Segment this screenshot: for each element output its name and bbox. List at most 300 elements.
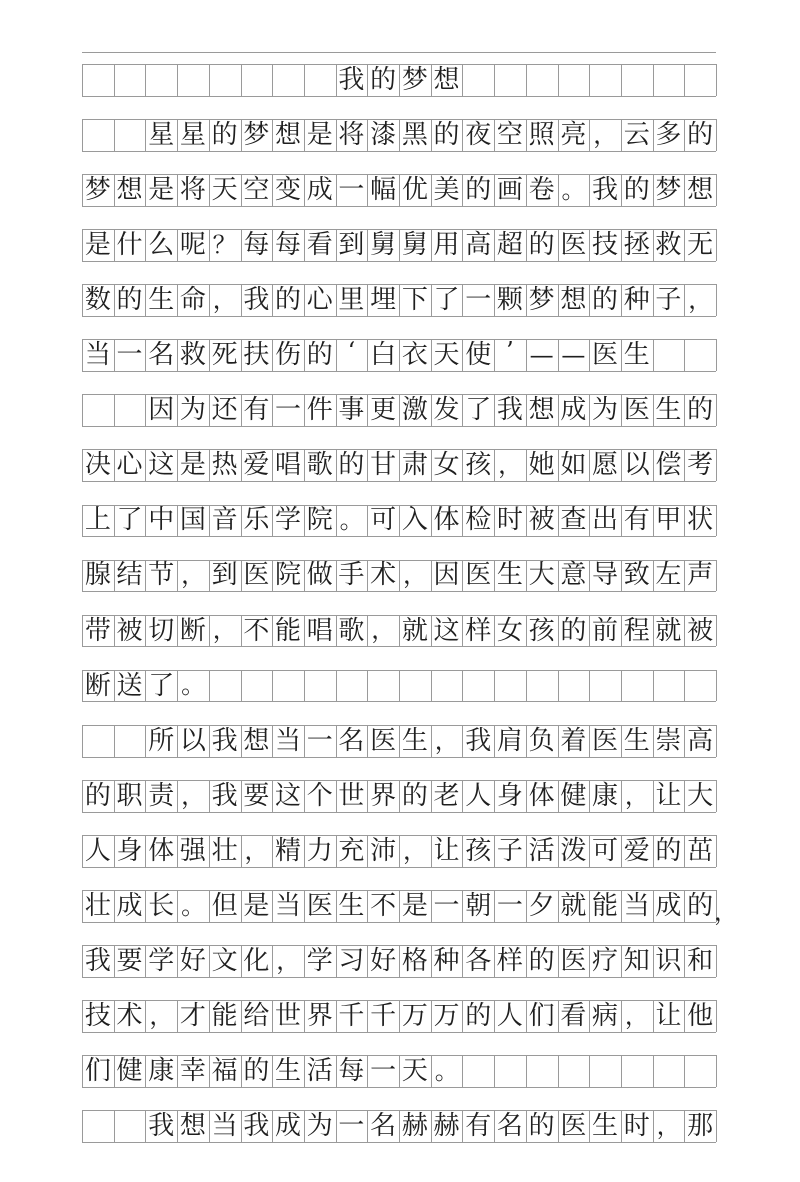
grid-line-horizontal	[82, 536, 716, 537]
grid-cell-character: ，	[688, 285, 713, 314]
grid-cell-character: 的	[465, 174, 492, 205]
grid-cell-empty	[558, 64, 590, 96]
grid-cell-character: 下	[401, 285, 428, 316]
grid-cell-empty	[272, 670, 304, 702]
grid-cell-character: 知	[623, 945, 650, 976]
grid-cell-character: 么	[148, 230, 175, 261]
grid-cell-character: 多	[655, 119, 682, 150]
grid-cell-character: ’	[506, 337, 514, 366]
grid-cell-character: 样	[496, 945, 523, 976]
grid-cell-character: 无	[687, 230, 714, 261]
grid-cell-character: 是	[243, 890, 270, 921]
grid-cell-character: 以	[623, 450, 650, 481]
grid-cell-character: 衣	[401, 340, 428, 371]
grid-cell-character: 是	[148, 174, 175, 205]
grid-line-vertical	[716, 339, 717, 371]
grid-cell-character: ，	[371, 616, 396, 645]
grid-cell-character: 到	[338, 230, 365, 261]
grid-cell-character: 想	[179, 1111, 206, 1142]
grid-cell-character: 体	[148, 835, 175, 866]
grid-cell-character: 一	[338, 1111, 365, 1142]
grid-cell-character: 想	[116, 174, 143, 205]
grid-cell-character: 可	[592, 835, 619, 866]
grid-line-vertical	[716, 505, 717, 537]
grid-cell-character: 白	[370, 340, 397, 371]
grid-cell-character: 左	[655, 560, 682, 591]
grid-cell-character: 学	[306, 945, 333, 976]
grid-cell-character: 意	[560, 560, 587, 591]
grid-cell-empty	[684, 64, 716, 96]
grid-cell-character: 的	[243, 1056, 270, 1087]
grid-cell-character: ，	[181, 781, 206, 810]
grid-cell-character: 决	[84, 450, 111, 481]
grid-cell-character: 医	[623, 395, 650, 426]
grid-cell-character: 的	[84, 780, 111, 811]
grid-cell-character: 的	[211, 119, 238, 150]
grid-cell-empty	[589, 1055, 621, 1087]
grid-cell-character: ，	[593, 120, 618, 149]
grid-cell-character: 的	[338, 450, 365, 481]
grid-cell-character: 甘	[370, 450, 397, 481]
grid-cell-character: 化	[243, 945, 270, 976]
grid-cell-character: 每	[275, 230, 302, 261]
grid-cell-character: 每	[243, 230, 270, 261]
grid-cell-character: 我	[465, 725, 492, 756]
grid-cell-character: 照	[528, 119, 555, 150]
grid-cell-empty	[209, 670, 241, 702]
grid-cell-character: 夜	[465, 119, 492, 150]
grid-cell-character: 她	[528, 450, 555, 481]
grid-line-vertical	[716, 174, 717, 206]
grid-cell-empty	[462, 1055, 494, 1087]
grid-cell-character: 院	[275, 560, 302, 591]
grid-cell-character: 着	[560, 725, 587, 756]
grid-line-horizontal	[82, 481, 716, 482]
grid-cell-empty	[589, 64, 621, 96]
grid-cell-character: 件	[306, 395, 333, 426]
grid-line-horizontal	[82, 701, 716, 702]
grid-cell-character: 时	[496, 505, 523, 536]
grid-cell-character: 好	[179, 945, 206, 976]
manuscript-grid-paper	[82, 52, 738, 1142]
grid-line-vertical	[716, 449, 717, 481]
grid-cell-character: 技	[84, 1001, 111, 1031]
grid-line-vertical	[716, 670, 717, 702]
grid-cell-empty	[684, 1055, 716, 1087]
grid-cell-character: 了	[465, 395, 492, 426]
grid-cell-character: ，	[212, 285, 237, 314]
grid-line-horizontal	[82, 977, 716, 978]
grid-cell-character: 当	[84, 340, 111, 371]
grid-cell-character: 一	[275, 395, 302, 426]
grid-line-horizontal	[82, 1087, 716, 1088]
grid-cell-character: 医	[592, 340, 619, 371]
grid-cell-character: ，	[434, 726, 459, 755]
grid-cell-character: 这	[148, 450, 175, 481]
grid-cell-character: 什	[116, 230, 143, 261]
grid-cell-character: 星	[179, 119, 206, 150]
grid-line-vertical	[716, 725, 717, 757]
grid-cell-empty	[114, 394, 146, 426]
grid-cell-character: 拯	[623, 230, 650, 261]
grid-cell-empty	[621, 670, 653, 702]
grid-cell-character: 才	[179, 1001, 206, 1031]
grid-cell-empty	[684, 339, 716, 371]
grid-cell-character: 带	[84, 615, 111, 646]
grid-line-vertical	[716, 284, 717, 316]
grid-cell-character: 我	[211, 780, 238, 811]
grid-cell-character: —	[529, 341, 554, 370]
grid-cell-character: 子	[496, 835, 523, 866]
grid-cell-character: 黑	[401, 119, 428, 150]
grid-cell-character: ，	[212, 616, 237, 645]
grid-cell-character: 给	[243, 1001, 270, 1031]
grid-cell-character: 甲	[655, 505, 682, 536]
grid-line-horizontal	[82, 1142, 716, 1143]
grid-cell-character: 每	[338, 1056, 365, 1087]
grid-cell-character: 梦	[243, 119, 270, 150]
grid-cell-character: 如	[560, 450, 587, 481]
grid-cell-character: 超	[496, 230, 523, 261]
grid-cell-character: 文	[211, 945, 238, 976]
grid-cell-character: 肩	[496, 725, 523, 756]
grid-cell-empty	[526, 64, 558, 96]
grid-cell-character: 朝	[465, 890, 492, 921]
grid-cell-character: 救	[179, 340, 206, 371]
grid-cell-character: 这	[275, 780, 302, 811]
grid-cell-character: 星	[148, 119, 175, 150]
grid-cell-empty	[82, 725, 114, 757]
grid-cell-character: 前	[592, 615, 619, 646]
grid-cell-character: 梦	[401, 64, 428, 95]
grid-cell-character: 各	[465, 945, 492, 976]
grid-cell-character: 被	[116, 615, 143, 646]
grid-cell-character: 致	[623, 560, 650, 591]
grid-cell-empty	[82, 394, 114, 426]
grid-cell-character: 名	[338, 725, 365, 756]
grid-cell-character: 体	[433, 505, 460, 536]
grid-cell-character: 的	[306, 340, 333, 371]
grid-cell-character: 将	[338, 119, 365, 150]
grid-cell-character: 状	[687, 505, 714, 536]
grid-cell-character: 的	[623, 174, 650, 205]
grid-cell-character: 舅	[370, 230, 397, 261]
grid-cell-character: 结	[116, 560, 143, 591]
grid-cell-character: 成	[655, 890, 682, 921]
grid-cell-character: 手	[338, 560, 365, 591]
grid-cell-character: ，	[624, 781, 649, 810]
grid-cell-character: 爱	[243, 450, 270, 481]
grid-cell-character: 心	[116, 450, 143, 481]
grid-cell-character: 孩	[465, 450, 492, 481]
grid-cell-character: 一	[465, 285, 492, 316]
grid-cell-character: 激	[401, 395, 428, 426]
grid-cell-character: 成	[275, 1111, 302, 1142]
grid-cell-character: 入	[401, 505, 428, 536]
grid-cell-character: 了	[148, 670, 175, 701]
grid-cell-character: 生	[148, 285, 175, 316]
grid-cell-empty	[526, 1055, 558, 1087]
grid-cell-character: 让	[655, 1001, 682, 1031]
grid-cell-character: —	[561, 341, 586, 370]
grid-cell-character: 疗	[592, 945, 619, 976]
grid-cell-character: 能	[275, 615, 302, 646]
grid-cell-character: ，	[498, 451, 523, 480]
grid-cell-character: 唱	[275, 450, 302, 481]
grid-cell-empty	[304, 670, 336, 702]
grid-cell-character: 崇	[655, 725, 682, 756]
grid-cell-character: 中	[148, 505, 175, 536]
grid-cell-empty	[82, 64, 114, 96]
grid-cell-empty	[494, 670, 526, 702]
grid-cell-character: 数	[84, 285, 111, 316]
grid-cell-character: 千	[370, 1001, 397, 1031]
grid-cell-character: 泼	[560, 835, 587, 866]
grid-cell-empty	[114, 119, 146, 151]
grid-cell-character: 云	[623, 119, 650, 150]
grid-line-horizontal	[82, 757, 716, 758]
grid-cell-character: 的	[528, 230, 555, 261]
grid-cell-character: 天	[401, 1056, 428, 1087]
grid-cell-character: 好	[370, 945, 397, 976]
grid-cell-character: 的	[655, 835, 682, 866]
grid-cell-character: 职	[116, 780, 143, 811]
grid-cell-character: 当	[275, 725, 302, 756]
grid-cell-character: 万	[401, 1001, 428, 1031]
grid-cell-character: 送	[116, 670, 143, 701]
grid-cell-character: 梦	[528, 285, 555, 316]
grid-cell-character: 们	[84, 1056, 111, 1087]
grid-cell-empty	[526, 670, 558, 702]
grid-cell-character: ‘	[347, 337, 356, 366]
grid-cell-character: 发	[433, 395, 460, 426]
grid-cell-character: 肃	[401, 450, 428, 481]
grid-cell-character: 当	[211, 1111, 238, 1142]
grid-cell-character: 医	[592, 725, 619, 756]
grid-cell-character: 有	[243, 395, 270, 426]
grid-cell-character: 病	[592, 1001, 619, 1031]
grid-cell-character: 名	[496, 1111, 523, 1142]
grid-cell-character: 亮	[560, 119, 587, 150]
overflow-comma: ，	[714, 898, 738, 927]
grid-line-horizontal	[82, 426, 716, 427]
grid-cell-character: 医	[370, 725, 397, 756]
grid-cell-character: 为	[306, 1111, 333, 1142]
grid-cell-character: 还	[211, 395, 238, 426]
grid-cell-character: 生	[623, 725, 650, 756]
grid-line-vertical	[716, 780, 717, 812]
grid-cell-empty	[399, 670, 431, 702]
grid-cell-character: 这	[433, 615, 460, 646]
grid-cell-character: 子	[655, 285, 682, 316]
grid-cell-character: 种	[623, 285, 650, 316]
grid-cell-character: 一	[370, 1056, 397, 1087]
grid-cell-character: 体	[528, 780, 555, 811]
grid-cell-character: 歌	[338, 615, 365, 646]
grid-cell-character: 是	[179, 450, 206, 481]
grid-cell-character: 孩	[465, 835, 492, 866]
grid-cell-character: 种	[433, 945, 460, 976]
grid-cell-character: 美	[433, 174, 460, 205]
grid-cell-character: 不	[370, 890, 397, 921]
grid-line-vertical	[716, 229, 717, 261]
grid-cell-character: 被	[528, 505, 555, 536]
grid-cell-character: 有	[623, 505, 650, 536]
grid-cell-character: 我	[592, 174, 619, 205]
grid-cell-character: 医	[465, 560, 492, 591]
grid-cell-character: 可	[370, 505, 397, 536]
grid-cell-character: 将	[179, 174, 206, 205]
grid-cell-character: 壮	[84, 890, 111, 921]
grid-cell-character: 幅	[370, 174, 397, 205]
grid-cell-character: 考	[687, 450, 714, 481]
grid-cell-character: 人	[84, 835, 111, 866]
grid-cell-character: 精	[275, 835, 302, 866]
grid-cell-character: 了	[433, 285, 460, 316]
grid-cell-character: 一	[338, 174, 365, 205]
grid-cell-empty	[462, 64, 494, 96]
grid-cell-character: 活	[306, 1056, 333, 1087]
grid-cell-character: ？	[212, 231, 237, 260]
grid-cell-character: 的	[592, 285, 619, 316]
grid-cell-character: 优	[401, 174, 428, 205]
grid-cell-character: 夕	[528, 890, 555, 921]
grid-cell-empty	[177, 64, 209, 96]
grid-cell-character: 的	[687, 890, 714, 921]
grid-cell-character: 。	[434, 1056, 459, 1085]
grid-cell-empty	[653, 64, 685, 96]
grid-cell-character: 埋	[370, 285, 397, 316]
grid-cell-character: 一	[116, 340, 143, 371]
grid-line-horizontal	[82, 316, 716, 317]
grid-cell-character: 技	[592, 230, 619, 261]
grid-cell-empty	[621, 64, 653, 96]
grid-cell-character: 医	[560, 230, 587, 261]
grid-cell-character: 节	[148, 560, 175, 591]
grid-line-horizontal	[82, 96, 716, 97]
grid-cell-character: 爱	[623, 835, 650, 866]
grid-cell-character: 为	[179, 395, 206, 426]
grid-cell-character: 一	[496, 890, 523, 921]
grid-cell-character: 们	[528, 1001, 555, 1031]
grid-cell-character: 就	[655, 615, 682, 646]
grid-cell-character: 学	[148, 945, 175, 976]
grid-cell-character: 想	[528, 395, 555, 426]
grid-cell-character: 责	[148, 780, 175, 811]
grid-cell-character: 天	[211, 174, 238, 205]
grid-line-vertical	[716, 1055, 717, 1087]
grid-cell-character: 做	[306, 560, 333, 591]
grid-cell-character: 使	[465, 340, 492, 371]
grid-cell-character: 活	[528, 835, 555, 866]
grid-cell-character: 国	[179, 505, 206, 536]
grid-cell-character: 世	[338, 780, 365, 811]
grid-cell-character: 要	[116, 945, 143, 976]
grid-cell-character: 时	[623, 1111, 650, 1142]
grid-cell-character: 赫	[433, 1111, 460, 1142]
grid-cell-character: 让	[433, 835, 460, 866]
grid-cell-character: 医	[560, 945, 587, 976]
grid-cell-character: 样	[465, 615, 492, 646]
grid-cell-character: 被	[687, 615, 714, 646]
grid-cell-character: 想	[560, 285, 587, 316]
grid-cell-character: 能	[592, 890, 619, 921]
grid-cell-character: 壮	[211, 835, 238, 866]
grid-cell-character: 的	[687, 119, 714, 150]
grid-line-horizontal	[82, 371, 716, 372]
grid-cell-character: 的	[116, 285, 143, 316]
grid-cell-character: 。	[181, 891, 206, 920]
grid-line-horizontal	[82, 206, 716, 207]
grid-cell-empty	[114, 64, 146, 96]
grid-cell-character: 大	[687, 780, 714, 811]
grid-cell-character: 有	[465, 1111, 492, 1142]
grid-cell-character: ，	[656, 1111, 681, 1140]
grid-cell-character: 热	[211, 450, 238, 481]
grid-cell-character: 变	[275, 174, 302, 205]
grid-line-horizontal	[82, 151, 716, 152]
grid-cell-character: 空	[496, 119, 523, 150]
grid-cell-empty	[431, 670, 463, 702]
grid-cell-character: 所	[148, 725, 175, 756]
grid-cell-character: 天	[433, 340, 460, 371]
grid-cell-character: 当	[275, 890, 302, 921]
grid-cell-empty	[82, 1110, 114, 1142]
grid-cell-character: 让	[655, 780, 682, 811]
grid-cell-character: 负	[528, 725, 555, 756]
grid-cell-character: 想	[243, 725, 270, 756]
grid-line-vertical	[716, 615, 717, 647]
grid-cell-empty	[589, 670, 621, 702]
grid-cell-character: 成	[306, 174, 333, 205]
grid-cell-character: 格	[401, 945, 428, 976]
grid-cell-character: 因	[148, 395, 175, 426]
grid-cell-character: 生	[275, 1056, 302, 1087]
grid-line-horizontal	[82, 591, 716, 592]
grid-cell-character: 生	[623, 340, 650, 371]
grid-cell-character: 生	[496, 560, 523, 591]
grid-cell-character: 当	[623, 890, 650, 921]
grid-cell-character: 一	[433, 890, 460, 921]
grid-cell-character: 想	[433, 64, 460, 95]
grid-cell-character: 孩	[528, 615, 555, 646]
grid-cell-character: 生	[655, 395, 682, 426]
grid-cell-character: 高	[465, 230, 492, 261]
grid-cell-character: 一	[306, 725, 333, 756]
grid-line-horizontal	[82, 812, 716, 813]
grid-cell-character: 的	[560, 615, 587, 646]
grid-cell-character: 我	[148, 1111, 175, 1142]
grid-cell-character: ，	[403, 836, 427, 865]
grid-line-vertical	[716, 835, 717, 867]
grid-line-vertical	[716, 560, 717, 592]
grid-cell-character: 我	[243, 1111, 270, 1142]
grid-cell-character: 呢	[179, 230, 206, 261]
grid-cell-empty	[241, 64, 273, 96]
grid-cell-character: 医	[560, 1111, 587, 1142]
grid-cell-character: 为	[592, 395, 619, 426]
grid-cell-character: 我	[84, 945, 111, 976]
grid-cell-character: 的	[465, 1001, 492, 1031]
grid-line-vertical	[716, 119, 717, 151]
grid-cell-character: 的	[433, 119, 460, 150]
grid-cell-character: ，	[181, 561, 206, 590]
grid-line-vertical	[716, 945, 717, 977]
grid-line-horizontal	[82, 1032, 716, 1033]
grid-cell-character: 卷	[528, 174, 555, 205]
grid-cell-character: 是	[84, 230, 111, 261]
grid-line-horizontal	[82, 52, 716, 53]
